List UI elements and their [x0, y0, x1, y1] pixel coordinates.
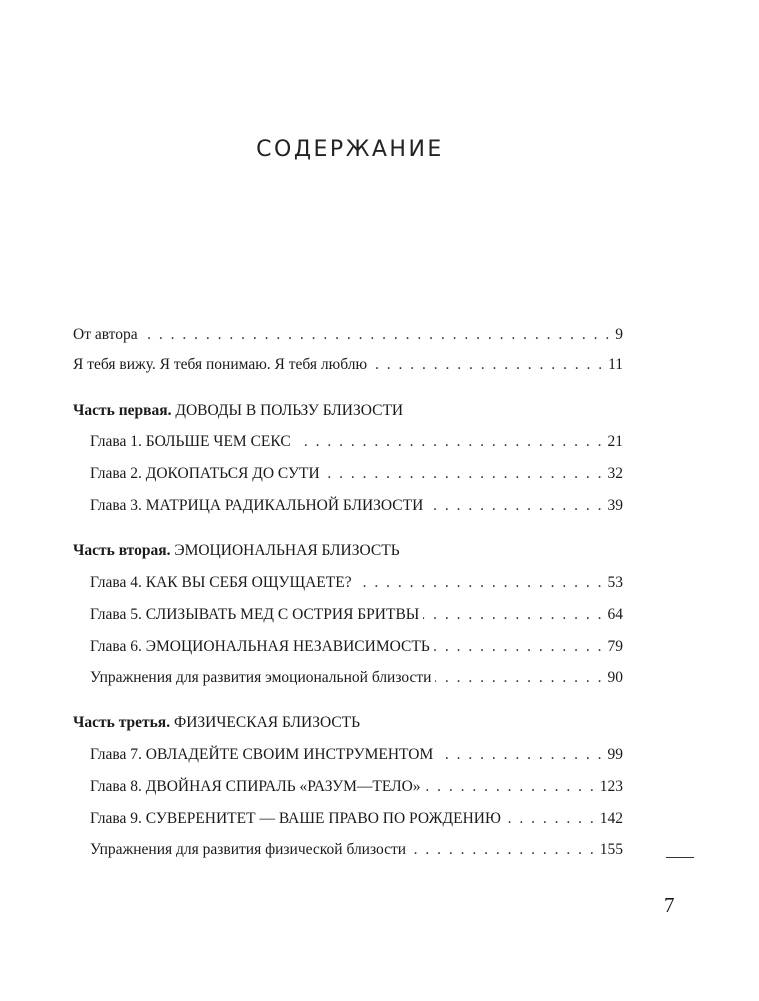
toc-entry-page: 32 — [607, 465, 623, 482]
toc-entry-page: 39 — [607, 497, 623, 514]
toc-entry-label: От автора — [73, 326, 138, 343]
toc-entry-page: 64 — [607, 606, 623, 623]
page-number: 7 — [664, 893, 675, 917]
toc-entry-page: 155 — [599, 841, 623, 858]
toc-entry[interactable] — [90, 432, 623, 452]
dot-leader — [427, 496, 603, 516]
part-heading — [73, 401, 403, 421]
part-name: ФИЗИЧЕСКАЯ БЛИЗОСТЬ — [173, 714, 361, 731]
toc-entry[interactable] — [90, 809, 623, 829]
toc-entry[interactable] — [90, 573, 623, 593]
toc-entry-page: 99 — [607, 746, 623, 763]
toc-entry-label: Глава 4. КАК ВЫ СЕБЯ ОЩУЩАЕТЕ? — [90, 574, 352, 591]
toc-entry-label: Глава 1. БОЛЬШЕ ЧЕМ СЕКС — [90, 433, 291, 450]
dot-leader — [425, 777, 596, 797]
dot-leader — [142, 325, 612, 345]
part-name: ЭМОЦИОНАЛЬНАЯ БЛИЗОСТЬ — [174, 542, 400, 559]
toc-entry-page: 21 — [607, 433, 623, 450]
toc-entry-label: Глава 9. СУВЕРЕНИТЕТ — ВАШЕ ПРАВО ПО РОЖДЕНИЮ — [90, 810, 501, 827]
toc-entry[interactable] — [73, 355, 623, 375]
dot-leader — [356, 573, 604, 593]
toc-entry[interactable] — [73, 325, 623, 345]
part-prefix: Часть вторая. — [73, 542, 171, 559]
toc-entry-label: Глава 8. ДВОЙНАЯ СПИРАЛЬ «РАЗУМ—ТЕЛО» — [90, 778, 421, 795]
dot-leader — [505, 809, 596, 829]
part-name: ДОВОДЫ В ПОЛЬЗУ БЛИЗОСТИ — [175, 402, 404, 419]
dot-leader — [371, 355, 604, 375]
toc-entry-label: Глава 6. ЭМОЦИОНАЛЬНАЯ НЕЗАВИСИМОСТЬ — [90, 638, 430, 655]
toc-entry-page: 90 — [607, 669, 623, 686]
part-prefix: Часть третья. — [73, 714, 171, 731]
toc-entry-label: Упражнения для развития эмоциональной близости — [90, 669, 432, 686]
part-heading — [73, 541, 400, 561]
toc-entry[interactable] — [90, 668, 623, 688]
dot-leader — [423, 605, 603, 625]
part-heading — [73, 713, 360, 733]
dot-leader — [437, 745, 603, 765]
dot-leader — [410, 840, 596, 860]
toc-entry-label: Глава 5. СЛИЗЫВАТЬ МЕД С ОСТРИЯ БРИТВЫ — [90, 606, 420, 623]
toc-entry[interactable] — [90, 777, 623, 797]
toc-entry-label: Глава 3. МАТРИЦА РАДИКАЛЬНОЙ БЛИЗОСТИ — [90, 497, 424, 514]
toc-entry-page: 9 — [615, 326, 623, 343]
toc-entry-label: Я тебя вижу. Я тебя понимаю. Я тебя люблю — [73, 356, 368, 373]
toc-entry[interactable] — [90, 840, 623, 860]
toc-entry[interactable] — [90, 605, 623, 625]
toc-entry-page: 123 — [599, 778, 623, 795]
toc-entry[interactable] — [90, 464, 623, 484]
page-title: СОДЕРЖАНИЕ — [256, 136, 444, 162]
toc-entry-label: Глава 7. ОВЛАДЕЙТЕ СВОИМ ИНСТРУМЕНТОМ — [90, 746, 434, 763]
toc-entry-label: Глава 2. ДОКОПАТЬСЯ ДО СУТИ — [90, 465, 320, 482]
toc-entry-page: 142 — [599, 810, 623, 827]
part-prefix: Часть первая. — [73, 402, 172, 419]
toc-entry[interactable] — [90, 496, 623, 516]
dot-leader — [295, 432, 604, 452]
toc-entry-page: 11 — [608, 356, 623, 373]
toc-entry[interactable] — [90, 637, 623, 657]
toc-entry-page: 53 — [607, 574, 623, 591]
toc-entry[interactable] — [90, 745, 623, 765]
toc-entry-page: 79 — [607, 638, 623, 655]
toc-entry-label: Упражнения для развития физической близости — [90, 841, 407, 858]
dot-leader — [434, 637, 604, 657]
folio-rule — [666, 857, 694, 858]
dot-leader — [324, 464, 604, 484]
dot-leader — [435, 668, 603, 688]
